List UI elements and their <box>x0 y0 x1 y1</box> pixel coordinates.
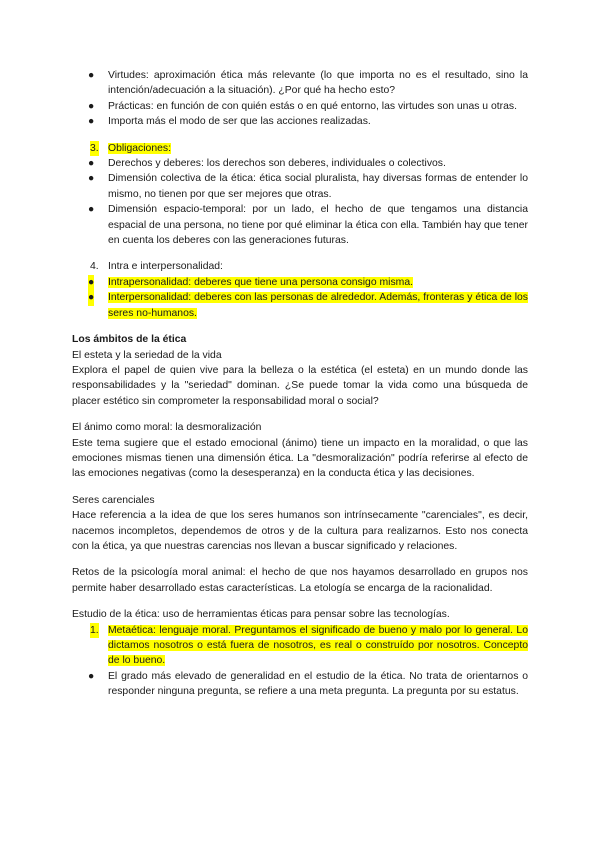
bullet-icon: ● <box>88 158 95 170</box>
list-number: 3. <box>90 141 99 156</box>
list-item: ● Intrapersonalidad: deberes que tiene una persona consigo misma. <box>72 275 528 290</box>
bullet-icon: ● <box>88 275 94 290</box>
list-number: 1. <box>90 623 99 638</box>
bullet-icon: ● <box>88 173 95 185</box>
list-item: ● Derechos y deberes: los derechos son deberes, individuales o colectivos. <box>72 156 528 171</box>
bullet-icon: ● <box>88 290 94 305</box>
list-item: ● Dimensión espacio-temporal: por un lado, el hecho de que tengamos una distancia espacial de una persona, no tiene por qué eliminar la ética con ella. También hay que tener en cuenta los deberes con las generaciones futuras. <box>88 204 528 247</box>
list-item: ● El grado más elevado de generalidad en el estudio de la ética. No trata de orientarnos o responder ninguna pregunta, se refiere a una meta pregunta. La pregunta por su estatus. <box>88 670 528 698</box>
list-item: ● Importa más el modo de ser que las acciones realizadas. <box>72 114 528 129</box>
section-heading: Los ámbitos de la ética <box>72 334 187 346</box>
list-item: ● Virtudes: aproximación ética más relevante (lo que importa no es el resultado, sino la intención/adecuación a la situación). ¿Por qué ha hecho esto? <box>88 70 528 97</box>
numbered-item-metaetica: 1. Metaética: lenguaje moral. Preguntamos el significado de bueno y malo por lo general. Lo dictamos nosotros o está fuera de nosotros, es real o construído por nosotros. Concepto de lo bueno. <box>90 624 528 667</box>
bullet-icon: ● <box>88 116 95 128</box>
bullet-icon: ● <box>88 670 95 682</box>
section-title: Intra e interpersonalidad: <box>108 261 223 273</box>
bullet-icon: ● <box>88 70 95 81</box>
paragraph-esteta: Explora el papel de quien vive para la belleza o la estética (el esteta) en un mundo donde las responsabilidades y la "seriedad" dominan. ¿Se puede tomar la vida como una búsqueda de placer estético sin comprometer la responsabilidad moral o social? <box>72 364 528 407</box>
list-number: 4. <box>90 261 99 273</box>
bullet-icon: ● <box>88 100 95 112</box>
list-item: ● Interpersonalidad: deberes con las personas de alrededor. Además, fronteras y ética de los seres no-humanos. <box>88 292 528 319</box>
bullet-icon: ● <box>88 204 95 216</box>
section-title: Obligaciones: <box>108 142 171 154</box>
paragraph-seres: Hace referencia a la idea de que los seres humanos son intrínsecamente "carenciales", es decir, nacemos incompletos, dependemos de otros y de la cultura para realizarnos. Esto nos conecta con la ética, ya que nuestras carencias nos llevan a buscar significado y relaciones. <box>72 510 528 552</box>
subheading-animo: El ánimo como moral: la desmoralización <box>72 422 262 434</box>
subheading-esteta: El esteta y la seriedad de la vida <box>72 349 222 361</box>
document-page <box>72 68 528 700</box>
numbered-item-intra-inter <box>72 259 528 274</box>
paragraph-animo: Este tema sugiere que el estado emocional (ánimo) tiene un impacto en la moralidad, o que las emociones mismas tienen una dimensión ética. La "desmoralización" podría referirse al efecto de las emociones negativas (como la desesperanza) en la conducta ética y las decisiones. <box>72 437 528 480</box>
subheading-seres: Seres carenciales <box>72 494 155 506</box>
numbered-item-obligaciones <box>72 141 528 156</box>
list-item: ● Dimensión colectiva de la ética: ética social pluralista, hay diversas formas de entender lo mismo, no tienen por que ser mejores que otras. <box>88 173 528 200</box>
paragraph-estudio: Estudio de la ética: uso de herramientas éticas para pensar sobre las tecnologías. <box>72 609 450 621</box>
list-item: ● Prácticas: en función de con quién estás o en qué entorno, las virtudes son unas u otras. <box>72 99 528 114</box>
paragraph-retos: Retos de la psicología moral animal: el hecho de que nos hayamos desarrollado en grupos nos permite haber desarrollado estas características. La etología se encarga de la racionalidad. <box>72 567 528 594</box>
